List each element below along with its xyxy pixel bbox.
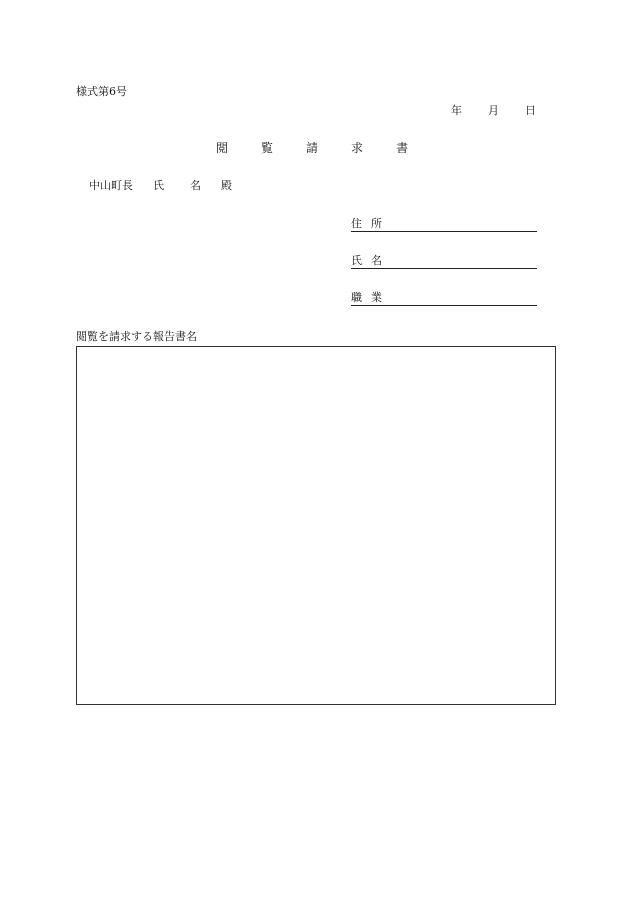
report-box-label: 閲覧を請求する報告書名 [76, 330, 197, 343]
title-char: 求 [351, 141, 364, 155]
addressee [89, 180, 232, 191]
addressee-name-char: 氏 [153, 179, 164, 192]
occupation-field[interactable] [351, 291, 537, 306]
title-char: 書 [396, 141, 409, 155]
form-number: 様式第6号 [76, 85, 127, 98]
title-char: 請 [306, 141, 319, 155]
addressee-honorific: 殿 [221, 179, 232, 192]
addressee-office: 中山町長 [89, 179, 133, 192]
name-label: 氏 名 [351, 254, 382, 267]
address-field[interactable] [351, 217, 537, 232]
date-day-label: 日 [525, 104, 536, 117]
title-char: 覧 [261, 141, 274, 155]
document-title [216, 142, 408, 154]
addressee-name-char: 名 [190, 179, 201, 192]
date-line [451, 105, 536, 116]
occupation-label: 職 業 [351, 291, 382, 304]
date-month-label: 月 [488, 104, 499, 117]
report-name-box[interactable] [76, 346, 556, 705]
date-year-label: 年 [451, 104, 462, 117]
name-field[interactable] [351, 254, 537, 269]
title-char: 閲 [216, 141, 229, 155]
address-label: 住 所 [351, 217, 382, 230]
